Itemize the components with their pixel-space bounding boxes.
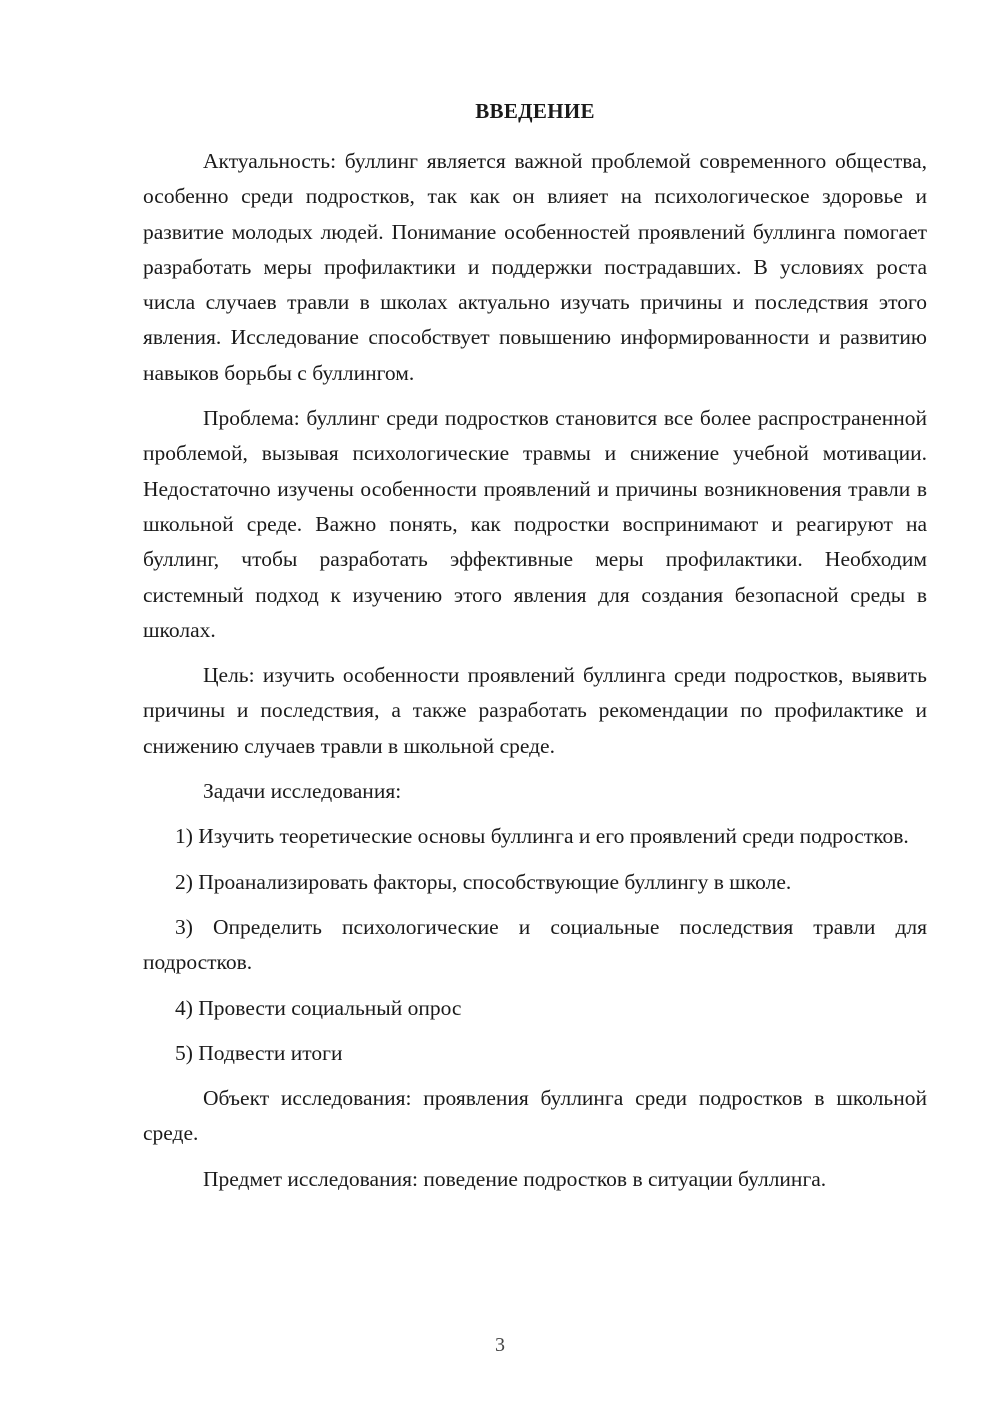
object-paragraph: Объект исследования: проявления буллинга среди подростков в школьной среде. xyxy=(143,1086,927,1146)
task-item-4: 4) Провести социальный опрос xyxy=(175,995,462,1020)
task-item-5: 5) Подвести итоги xyxy=(175,1040,343,1065)
subject-paragraph: Предмет исследования: поведение подростков в ситуации буллинга. xyxy=(203,1166,827,1191)
page-title: ВВЕДЕНИЕ xyxy=(475,99,595,123)
problem-paragraph: Проблема: буллинг среди подростков становится все более распространенной проблемой, вызывая психологические травмы и снижение учебной мотивации. Недостаточно изучены особенности проявлений и причины возникновения травли в школьной среде. Важно понять, как подростки воспринимают и реагируют на буллинг, чтобы разработать эффективные меры профилактики. Необходим системный подход к изучению этого явления для создания безопасной среды в школах. xyxy=(143,406,927,642)
relevance-paragraph: Актуальность: буллинг является важной проблемой современного общества, особенно среди подростков, так как он влияет на психологическое здоровье и развитие молодых людей. Понимание особенностей проявлений буллинга помогает разработать меры профилактики и поддержки пострадавших. В условиях роста числа случаев травли в школах актуально изучать причины и последствия этого явления. Исследование способствует повышению информированности и развитию навыков борьбы с буллингом. xyxy=(143,149,927,385)
page-number: 3 xyxy=(495,1334,505,1356)
task-item-2: 2) Проанализировать факторы, способствующие буллингу в школе. xyxy=(175,869,792,894)
goal-paragraph: Цель: изучить особенности проявлений буллинга среди подростков, выявить причины и последствия, а также разработать рекомендации по профилактике и снижению случаев травли в школьной среде. xyxy=(143,663,927,758)
task-item-3: 3) Определить психологические и социальные последствия травли для подростков. xyxy=(143,914,927,975)
page-content xyxy=(143,96,927,1207)
tasks-heading: Задачи исследования: xyxy=(203,779,402,804)
task-item-1: 1) Изучить теоретические основы буллинга и его проявлений среди подростков. xyxy=(175,824,909,849)
